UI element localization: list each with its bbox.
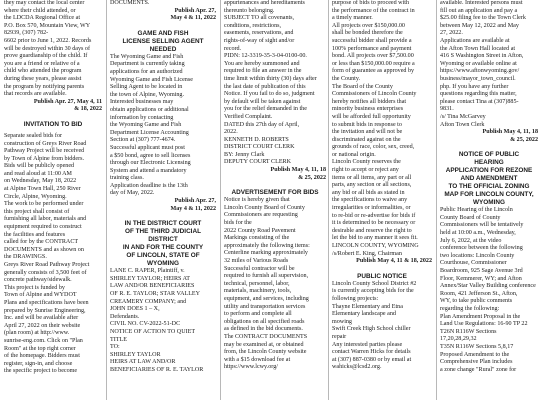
body-line: Commissioners will be tentatively bbox=[440, 222, 524, 229]
body-line: LINCOLN COUNTY, WYOMING bbox=[332, 243, 419, 249]
body-line: SHIRLEY TAYLOR bbox=[110, 351, 161, 358]
body-line: 2022 County Road Pavement bbox=[224, 227, 296, 234]
body-line: Wyoming Game and Fish License bbox=[110, 76, 193, 83]
body-line: 32 miles of Various Roads bbox=[224, 258, 289, 264]
body-line: the LDCDA Regional Office at bbox=[4, 15, 81, 22]
body-line: desirable and reserve the right to bbox=[332, 227, 412, 234]
publish-line: Publish May 4, 11, 18 bbox=[482, 129, 538, 136]
body-line: Centerline marking approximately bbox=[224, 250, 308, 257]
body-line: Interested businesses may bbox=[110, 99, 174, 106]
body-line: to re-bid or re-advertise for bids if bbox=[332, 212, 416, 219]
spacer bbox=[332, 266, 432, 273]
body-line: TITLE bbox=[110, 336, 127, 343]
body-line: any bid or all bids as stated in bbox=[332, 189, 405, 196]
body-line: Proposed Amendment to the bbox=[440, 351, 510, 358]
body-line: Courthouse, Commissioner bbox=[440, 260, 507, 267]
body-line: KENNETH D. ROBERTS bbox=[224, 136, 289, 143]
body-line: Lincoln County Board of County bbox=[224, 204, 305, 211]
column-4 bbox=[332, 0, 432, 400]
body-line: Markings consisting of the bbox=[224, 235, 290, 242]
body-line: WY, to take public comments bbox=[440, 298, 513, 305]
body-line: irregularities or informalities, or bbox=[332, 205, 411, 212]
body-line: from, the Lincoln County website bbox=[224, 349, 307, 356]
notice-heading: ADVERTISEMENT FOR BIDS bbox=[231, 189, 319, 197]
body-line: DEPUTY COURT CLERK bbox=[224, 159, 292, 166]
body-line: successful bidder shall provide a bbox=[332, 37, 412, 44]
body-line: April 27, 2022 on their website bbox=[4, 322, 81, 329]
body-line: at (307) 887-0380 or by email at bbox=[332, 356, 412, 363]
body-line: this project shall consist of bbox=[4, 208, 70, 215]
body-line: that records are available. bbox=[4, 91, 67, 98]
body-line: grounds of race, color, sex, creed, bbox=[332, 144, 415, 151]
body-line: https://www.aftonwyoming.gov/ bbox=[440, 68, 520, 75]
body-line: https://www.lcwy.org/ bbox=[224, 364, 278, 371]
body-line: to submit bids in response to bbox=[332, 121, 402, 128]
body-line: Selling Agent to be located in bbox=[110, 84, 183, 91]
notice-heading: MAP FOR LINCOLN COUNTY, bbox=[444, 191, 534, 199]
body-line: Department License Accounting bbox=[110, 129, 189, 136]
body-line: register, sign-in, and choose bbox=[4, 360, 73, 367]
body-line: Plan Amendment Proposal in the bbox=[440, 313, 521, 320]
notice-heading: AND AMENDMENT bbox=[460, 175, 518, 183]
body-line: LAW AND/OR BENEFICIARIES bbox=[110, 283, 195, 290]
body-line: hereby notifies all bidders that bbox=[332, 98, 407, 105]
body-line: two locations: Lincoln County bbox=[440, 252, 515, 259]
notice-heading: TO THE OFFICIAL ZONING bbox=[448, 183, 530, 191]
publish-line: May 4 & 11, 2022 bbox=[170, 205, 216, 212]
body-line: BENEFICIARIES OF R. E. TAYLOR bbox=[110, 366, 204, 373]
body-line: 17,20,28,29,32 bbox=[440, 336, 477, 343]
body-line: available. Interested persons must bbox=[440, 0, 523, 6]
body-line: Applications are available at bbox=[440, 37, 510, 44]
body-line: Public Hearing of the Lincoln bbox=[440, 207, 513, 214]
body-line: All projects over $150,000.00 bbox=[332, 22, 405, 29]
body-line: the DRAWINGS. bbox=[4, 254, 47, 261]
body-line: by Town of Alpine from bidders. bbox=[4, 155, 85, 162]
body-line: Annex/Star Valley Building conference bbox=[440, 283, 536, 290]
body-line: mowing bbox=[332, 318, 352, 325]
body-line: PIDN: 12-3319-35-3-04-0100-00. bbox=[224, 53, 307, 60]
body-line: called for by the CONTRACT bbox=[4, 239, 79, 246]
body-line: Greys River Road Pathway Project bbox=[4, 262, 90, 268]
body-line: rights-of-way of sight and/or bbox=[224, 37, 295, 44]
notice-heading: WYOMING bbox=[473, 199, 505, 207]
body-line: concrete pathway/sidewalk. bbox=[4, 277, 72, 284]
body-line: Wyoming or available online at bbox=[440, 60, 517, 67]
publish-line: Publish May 4, 11, 18 bbox=[270, 167, 326, 174]
notice-heading: NEEDED bbox=[149, 45, 177, 53]
body-line: 100% performance and payment bbox=[332, 45, 412, 52]
body-line: wahicks@lcsd2.org. bbox=[332, 364, 382, 371]
body-line: Commissioners of Lincoln County bbox=[332, 91, 417, 98]
body-line: between May 12, 2022 and May bbox=[440, 22, 519, 29]
column-2 bbox=[110, 0, 216, 400]
body-line: Circle, Alpine, Wyoming. bbox=[4, 193, 67, 200]
spacer bbox=[110, 23, 216, 30]
body-line: The work to be performed under bbox=[4, 201, 84, 208]
body-line: required to file an answer in the bbox=[224, 68, 302, 75]
body-line: purpose of bids to proceed with bbox=[332, 0, 410, 6]
body-line: Land Use Regulations: 16-90 TP 22 bbox=[440, 321, 528, 328]
body-line: through our Electronic Licensing bbox=[110, 160, 191, 167]
body-line: sunrise-eng.com. Click on "Plan bbox=[4, 337, 83, 344]
body-line: Commissioners are requesting bbox=[224, 212, 298, 219]
body-line: applications for an authorized bbox=[110, 68, 183, 75]
body-line: July 6, 2022, at the video bbox=[440, 237, 502, 244]
body-line: thereunto belonging. bbox=[224, 7, 275, 14]
body-line: where their child attended, or bbox=[4, 7, 76, 14]
body-line: business/mayor_town_council. bbox=[440, 75, 516, 82]
body-line: CREAMERY COMPANY; and bbox=[110, 298, 187, 305]
body-line: HEIRS AT LAW AND/OR bbox=[110, 359, 176, 366]
body-line: with a $15 download fee at bbox=[224, 356, 291, 363]
body-line: the specific project to become bbox=[4, 368, 78, 375]
publish-line: Publish Apr. 27, May 4, 11 bbox=[33, 98, 102, 105]
body-line: required to furnish all supervision, bbox=[224, 273, 309, 280]
body-line: Section at (307) 777-4674. bbox=[110, 137, 176, 144]
notice-heading: OF LINCOLN, STATE OF bbox=[126, 252, 200, 260]
body-line: Notice is hereby given that bbox=[224, 197, 290, 204]
notice-heading: INVITATION TO BID bbox=[23, 120, 83, 128]
notice-heading: OF THE THIRD JUDICIAL bbox=[125, 228, 201, 236]
body-line: Lincoln County reserves the bbox=[332, 159, 401, 166]
body-line: Comprehensive Plan includes bbox=[440, 359, 513, 366]
body-line: let the bid to any manner it sees fit. bbox=[332, 235, 418, 242]
body-line: DISTRICT COURT CLERK bbox=[224, 144, 295, 151]
body-line: of the homepage. Bidders must bbox=[4, 353, 80, 360]
body-line: discriminated against on the bbox=[332, 136, 401, 143]
body-line: SUBJECT TO all covenants, bbox=[224, 15, 295, 22]
body-line: Town of Alpine and WYDOT bbox=[4, 292, 77, 299]
notice-heading: WYOMING bbox=[147, 260, 179, 268]
body-line: they may contact the local center bbox=[4, 0, 85, 6]
notice-heading: IN THE DISTRICT COURT bbox=[124, 220, 202, 228]
body-line: Any interested parties please bbox=[332, 341, 403, 348]
body-line: Department is currently taking bbox=[110, 61, 185, 68]
body-line: on Wednesday, May 18, 2022 bbox=[4, 178, 77, 185]
body-line: repair bbox=[332, 333, 347, 340]
body-line: Inc. and will be available after bbox=[4, 315, 79, 322]
publish-line: & 18, 2022 bbox=[74, 106, 102, 113]
body-line: form of guarantee as approved by bbox=[332, 68, 415, 75]
body-line: training class. bbox=[110, 175, 144, 182]
body-line: following projects: bbox=[332, 295, 379, 302]
column-rule bbox=[436, 0, 437, 400]
body-line: /s/ Tina McGarvey bbox=[440, 113, 486, 120]
body-line: materials, machinery, tools, bbox=[224, 288, 292, 295]
body-line: Verified Complaint. bbox=[224, 113, 273, 120]
notice-heading: IN AND FOR THE COUNTY bbox=[122, 244, 204, 252]
body-line: technical, personnel, labor, bbox=[224, 280, 290, 287]
body-line: you for the relief demanded in the bbox=[224, 106, 307, 113]
publish-line: & 25, 2022 bbox=[298, 174, 326, 181]
notice-heading: HEARING bbox=[474, 159, 504, 167]
body-line: 9831. bbox=[440, 106, 454, 113]
body-line: T26N R116W Sections bbox=[440, 328, 497, 335]
body-line: the County. bbox=[332, 75, 361, 82]
body-line: you are a friend or relative of a bbox=[4, 60, 80, 67]
body-line: Room" at the top right corner bbox=[4, 345, 76, 352]
body-line: /s/Robert E. King, Chairman bbox=[332, 250, 402, 257]
body-line: conference between the following bbox=[440, 245, 523, 252]
body-line: 2022. bbox=[224, 129, 238, 136]
body-line: the specifications to waive any bbox=[332, 197, 408, 204]
body-line: minority business enterprises bbox=[332, 106, 404, 113]
column-rule bbox=[106, 0, 107, 400]
body-line: held at 10:00 a.m., Wednesday, bbox=[440, 230, 516, 237]
body-line: You are hereby summoned and bbox=[224, 60, 300, 67]
notice-heading: LICENSE SELLING AGENT bbox=[122, 37, 204, 45]
body-line: the town of Alpine, Wyoming. bbox=[110, 91, 184, 98]
notice-heading: DISTRICT bbox=[148, 236, 178, 244]
body-line: will be destroyed within 30 days of bbox=[4, 45, 90, 52]
body-line: Plans and specifications have been bbox=[4, 299, 89, 306]
body-line: and read aloud at 11:00 AM bbox=[4, 170, 72, 177]
body-line: bond. All projects over $7,500.00 bbox=[332, 53, 414, 60]
body-line: The Board of the County bbox=[332, 83, 393, 90]
body-line: questions regarding this matter, bbox=[440, 91, 517, 98]
body-line: This project is funded by bbox=[4, 284, 65, 291]
body-line: the invitation and will not be bbox=[332, 129, 403, 136]
body-line: obligations on all specified roads bbox=[224, 318, 305, 325]
body-line: by default will be taken against bbox=[224, 98, 301, 105]
body-line: record. bbox=[224, 45, 242, 52]
body-line: Room, 421 Jefferson St., Afton, bbox=[440, 290, 518, 297]
body-line: utility and transportation services bbox=[224, 303, 306, 310]
body-line: day of May, 2022. bbox=[110, 190, 155, 197]
body-line: T35N R116W Sections 5,8,17 bbox=[440, 343, 514, 350]
spacer bbox=[224, 182, 326, 189]
body-line: the Afton Town Hall located at bbox=[440, 45, 516, 52]
body-line: regarding the following: bbox=[440, 306, 500, 312]
body-line: appurtenances and hereditaments bbox=[224, 0, 305, 6]
spacer bbox=[110, 213, 216, 220]
body-line: Afton Town Clerk bbox=[440, 121, 485, 128]
body-line: will be afforded full opportunity bbox=[332, 113, 411, 120]
body-line: Swift Creek High School chiller bbox=[332, 326, 411, 333]
body-line: P.O. Box 570, Mountain View, WY bbox=[4, 22, 91, 29]
column-rule bbox=[328, 0, 329, 400]
body-line: to perform and complete all bbox=[224, 311, 292, 318]
publish-line: Publish Apr. 27, bbox=[174, 198, 216, 205]
body-line: or less than $150,000.00 require a bbox=[332, 60, 415, 67]
spacer bbox=[4, 114, 102, 121]
body-line: Notice. If you fail to do so, judgment bbox=[224, 91, 315, 98]
body-line: a zone change "Rural" zone for bbox=[440, 366, 517, 373]
body-line: it is determined to be necessary or bbox=[332, 220, 416, 227]
body-line: The Wyoming Game and Fish bbox=[110, 53, 184, 60]
body-line: the Wyoming Game and Fish bbox=[110, 122, 182, 129]
body-line: the facilities and features bbox=[4, 231, 66, 238]
body-line: prove guardianship of the child. If bbox=[4, 53, 88, 60]
body-line: the performance of the contract in bbox=[332, 7, 415, 14]
body-line: 82939, (307) 782- bbox=[4, 30, 49, 37]
body-line: as defined in the bid documents. bbox=[224, 326, 303, 333]
body-line: conditions, restrictions, bbox=[224, 22, 282, 29]
body-line: DOCUMENTS and as shown on bbox=[4, 246, 84, 253]
body-line: prepared by Sunrise Engineering, bbox=[4, 307, 86, 314]
body-line: The CONTRACT DOCUMENTS bbox=[224, 333, 308, 340]
body-line: Defendants. bbox=[110, 313, 140, 320]
body-line: generally consists of 3,500 feet of bbox=[4, 269, 87, 276]
body-line: furnishing all labor, materials and bbox=[4, 216, 87, 223]
body-line: County Board of County bbox=[440, 214, 501, 221]
body-line: TO: bbox=[110, 344, 120, 351]
body-line: 6602 prior to June 1, 2022. Records bbox=[4, 37, 92, 44]
body-line: construction of Greys River Road bbox=[4, 140, 87, 147]
body-line: a $50 bond, agree to sell licenses bbox=[110, 152, 191, 159]
body-line: shall be bonded therefore the bbox=[332, 30, 403, 37]
body-line: Thayne Elementary and Etna bbox=[332, 303, 403, 310]
body-line: 416 S Washington Street in Afton, bbox=[440, 53, 524, 60]
body-line: right to accept or reject any bbox=[332, 167, 399, 174]
body-line: obtain applications or additional bbox=[110, 106, 189, 113]
column-rule bbox=[220, 0, 221, 400]
body-line: (plan room) at http://www. bbox=[4, 330, 70, 337]
body-line: Bids will be publicly opened bbox=[4, 163, 75, 170]
publish-line: May 4 & 11, 2022 bbox=[170, 15, 216, 22]
body-line: items or all items, any part or all bbox=[332, 174, 412, 181]
body-line: OF R. E. TAYLOR; STAR VALLEY bbox=[110, 291, 201, 298]
body-line: Separate sealed bids for bbox=[4, 132, 63, 139]
body-line: Pathway Project will be received bbox=[4, 148, 85, 155]
body-line: Floor, Kemmerer, WY; and Afton bbox=[440, 275, 522, 282]
body-line: Application deadline is the 13th bbox=[110, 182, 188, 189]
body-line: may be examined at, or obtained bbox=[224, 341, 304, 348]
body-line: $25.00 filing fee to the Town Clerk bbox=[440, 15, 526, 22]
body-line: time limit within thirty (30) days after bbox=[224, 75, 317, 82]
publish-line: Publish May 4, 11 & 18, 2022 bbox=[356, 258, 432, 265]
body-line: bids for the bbox=[224, 220, 252, 227]
column-1 bbox=[4, 0, 102, 400]
body-line: JOHN DOES 1 – X, bbox=[110, 306, 160, 313]
body-line: LANE C. RAPER, Plaintiff, v. bbox=[110, 268, 185, 275]
notice-heading: NOTICE OF PUBLIC bbox=[458, 151, 520, 159]
body-line: CIVIL NO. CV-2022-51-DC bbox=[110, 321, 181, 328]
body-line: equipment required to construct bbox=[4, 224, 82, 231]
notice-heading: APPLICATION FOR REZONE bbox=[445, 167, 533, 175]
body-line: DOCUMENTS. bbox=[110, 0, 150, 6]
body-line: child who attended the program bbox=[4, 68, 82, 75]
body-line: DATED this 27th day of April, bbox=[224, 121, 300, 128]
body-line: php. If you have any further bbox=[440, 83, 509, 90]
body-line: Successful applicant must post bbox=[110, 144, 185, 151]
body-line: fill out an application and pay a bbox=[440, 7, 518, 14]
body-line: information by contacting bbox=[110, 114, 174, 121]
body-line: approximately the following items: bbox=[224, 242, 310, 249]
column-5 bbox=[440, 0, 538, 400]
body-line: SHIRLEY TAYLOR; HEIRS AT bbox=[110, 275, 191, 282]
body-line: the last date of publication of this bbox=[224, 83, 306, 90]
notice-heading: GAME AND FISH bbox=[137, 29, 189, 37]
body-line: at Alpine Town Hall, 250 River bbox=[4, 186, 81, 193]
body-line: Elementary landscape and bbox=[332, 311, 396, 318]
body-line: please contact Tina at (307)885- bbox=[440, 98, 519, 105]
body-line: Successful contractor will be bbox=[224, 265, 295, 272]
body-line: equipment, and services, including bbox=[224, 295, 309, 302]
body-line: during these years, please assist bbox=[4, 75, 82, 82]
body-line: System and attend a mandatory bbox=[110, 167, 187, 174]
body-line: contact Warren Hicks for details bbox=[332, 349, 411, 356]
body-line: BY: Jenny Clark bbox=[224, 151, 265, 158]
body-line: Boardroom, 925 Sage Avenue 3rd bbox=[440, 268, 523, 275]
column-3 bbox=[224, 0, 326, 400]
body-line: parts, any section or all sections, bbox=[332, 182, 412, 189]
body-line: easements, reservations, and bbox=[224, 30, 294, 37]
publish-line: Publish Apr. 27, bbox=[174, 7, 216, 14]
body-line: or national origin. bbox=[332, 151, 376, 158]
body-line: NOTICE OF ACTION TO QUIET bbox=[110, 329, 196, 335]
body-line: Lincoln County School District #2 bbox=[332, 280, 417, 287]
publish-line: & 25, 2022 bbox=[510, 136, 538, 143]
body-line: a timely manner. bbox=[332, 15, 373, 22]
body-line: is currently accepting bids for the bbox=[332, 288, 414, 295]
body-line: 27, 2022. bbox=[440, 30, 463, 37]
spacer bbox=[440, 144, 538, 151]
notice-heading: PUBLIC NOTICE bbox=[357, 272, 407, 280]
body-line: the program by notifying parents bbox=[4, 83, 85, 90]
